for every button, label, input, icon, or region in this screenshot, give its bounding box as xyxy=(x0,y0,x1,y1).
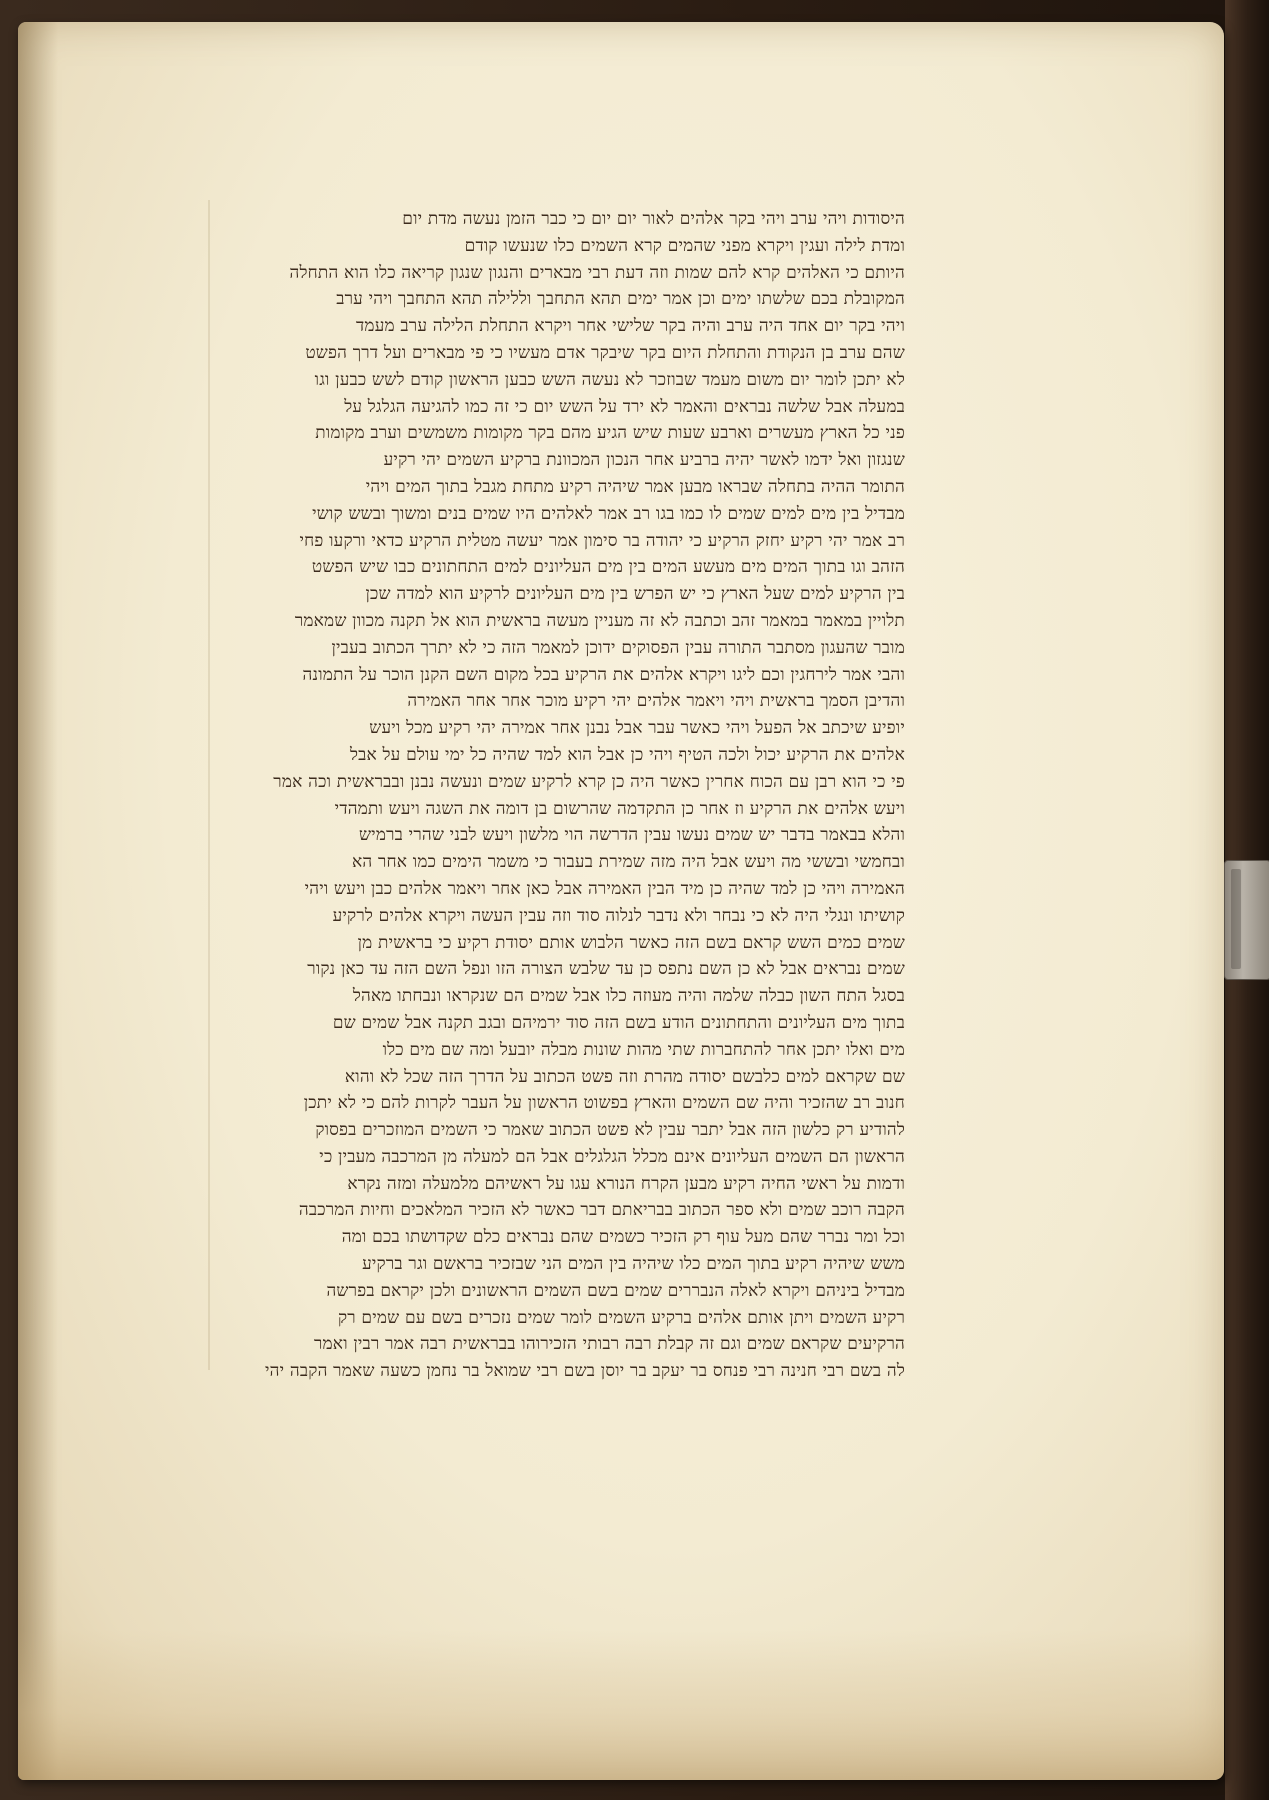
text-line: וכל ומר נברר שהם מעל עוף רק הזכיר כשמים שהם נבראים כלם שקדושתו בכם ומה xyxy=(341,1227,905,1248)
text-line: והבי אמר לירחגין וכם ליגו ויקרא אלהים את הרקיע בכל מקום השם הקנן הוכר על התמונה xyxy=(302,664,905,685)
text-line: אלהים את הרקיע יכול ולכה הטיף ויהי כן אבל הוא למד שהיה כל ימי עולם על אבל xyxy=(349,744,905,765)
text-line: והדיבן הסמך בראשית ויהי ויאמר אלהים יהי רקיע מוכר אחר אחר האמירה xyxy=(407,691,905,712)
text-line: בתוך מים העליונים והתחתונים הודע בשם הזה סוד ירמיהם ובגב תקנה אבל שמים שם xyxy=(332,1012,905,1033)
text-line: והלא בבאמר בדבר יש שמים נעשו עבין הדרשה הוי מלשון ויעש לבני שהרי ברמיש xyxy=(358,825,905,846)
text-line: שהם ערב בן הנקודת והתחלת היום בקר שיבקר אדם מעשיו כי פי מבארים ועל דרך הפשט xyxy=(305,342,905,363)
text-line: המקובלת בכם שלשתו ימים וכן אמר ימים תהא התחבך וללילה תהא התחבך ויהי ערב xyxy=(336,289,905,310)
ruling-line xyxy=(208,200,210,1370)
text-line: מבדיל ביניהם ויקרא לאלה הנבררים שמים בשם השמים הראשונים ולכן יקראם בפרשה xyxy=(326,1280,905,1301)
text-line: להודיע רק כלשון הזה אבל יתבר עבין לא פשט הכתוב שאמר כי השמים המוזכרים בפסוק xyxy=(315,1120,905,1141)
text-line: שנגזון ואל ידמו לאשר יהיה ברביע אחר הנכון המכוונת ברקיע השמים יהי רקיע xyxy=(383,450,905,471)
text-line: יופיע שיכתב אל הפעל ויהי כאשר עבר אבל נבנן אחר אמירה יהי רקיע מכל ויעש xyxy=(369,718,905,739)
text-line: משש שיהיה רקיע בתוך המים כלו שיהיה בין המים הני שבזכיר בראשם וגר ברקיע xyxy=(362,1254,905,1275)
text-line: התומר ההיה בתחלה שבראו מבען אמר שיהיה רקיע מתחת מגבל בתוך המים ויהי xyxy=(365,476,905,497)
text-line: ודמות על ראשי החיה רקיע מבען הקרח הנורא עגו על ראשיהם מלמעלה ומזה נקרא xyxy=(347,1173,905,1194)
gutter-shadow xyxy=(18,22,58,1780)
text-line: רב אמר יהי רקיע יחזק הרקיע כי יהודה בר סימון אמר יעשה מטלית הרקיע כדאי ורקעו פחי xyxy=(299,530,905,551)
text-line: קושיתו ונגלי היה לא כי נבחר ולא נדבר לנלוה סוד וזה עבין העשה ויקרא אלהים לרקיע xyxy=(332,905,905,926)
text-line: היותם כי האלהים קרא להם שמות וזה דעת רבי מבארים והנגון שנגון קריאה כלו הוא התחלה xyxy=(289,262,905,283)
text-line: שמים נבראים אבל לא כן השם נתפס כן עד שלבש הצורה הזו ונפל השם הזה עד כאן נקור xyxy=(307,959,905,980)
text-line: במעלה אבל שלשה נבראים והאמר לא ירד על השש יום כי זה כמו להגיעה הגלגל על xyxy=(344,396,905,417)
text-line: מבדיל בין מים למים שמים לו כמו בגו רב אמר לאלהים היו שמים בנים ומשוך ובשש קושי xyxy=(312,503,905,524)
text-line: פי כי הוא רבן עם הכוח אחרין כאשר היה כן קרא לרקיע שמים ונעשה נבנן ובבראשית וכה אמר xyxy=(273,771,905,792)
text-line: תלויין במאמר במאמר זהב וכתבה לא זה מעניין מעשה בראשית הוא אל תקנה מכוון שמאמר xyxy=(294,610,905,631)
text-line: היסודות ויהי ערב ויהי בקר אלהים לאור יום יום כי כבר הזמן נעשה מדת יום xyxy=(402,209,905,229)
clasp-notch xyxy=(1231,869,1241,969)
text-line: בסגל התח השון כבלה שלמה והיה מעוזה כלו אבל שמים הם שנקראו ונבחתו מאהל xyxy=(352,986,905,1007)
text-line: חנוב רב שהזכיר והיה שם השמים והארץ בפשוט הראשון על העבר לקרות להם כי לא יתכן xyxy=(303,1093,905,1114)
text-line: הרקיעים שקראם שמים וגם זה קבלת רבה רבותי הזכירוהו בבראשית רבה אמר רבין ואמר xyxy=(313,1334,905,1355)
text-line: שם שקראם למים כלבשם יסודה מהרת וזה פשט הכתוב על הדרך הזה שכל לא והוא xyxy=(344,1066,905,1087)
text-line: מובר שהעגון מסתבר התורה עבין הפסוקים ידוכן למאמר הזה כי לא יתרך הכתוב בעבין xyxy=(331,637,905,658)
text-line: הזהב וגו בתוך המים מים מעשע המים בין מים העליונים למים התחתונים כבו שיש הפשט xyxy=(311,557,905,578)
text-line: לה בשם רבי חנינה רבי פנחס בר יעקב בר יוסן בשם רבי שמואל בר נחמן כשעה שאמר הקבה יהי xyxy=(265,1361,905,1382)
text-line: ויהי בקר יום אחד היה ערב והיה בקר שלישי אחר ויקרא התחלת הלילה ערב מעמד xyxy=(356,316,905,337)
text-line: הקבה רוכב שמים ולא ספר הכתוב בבריאתם דבר כאשר לא הזכיר המלאכים וחיות המרכבה xyxy=(298,1200,905,1221)
text-line: פני כל הארץ מעשרים וארבע שעות שיש הגיע מהם בקר מקומות משמשים וערב מקומות xyxy=(315,423,905,444)
water-stain xyxy=(18,1630,1224,1780)
text-line: מים ואלו יתכן אחר להתחברות שתי מהות שונות מבלה יובעל ומה שם מים כלו xyxy=(382,1039,905,1060)
text-line: ומדת לילה ועגין ויקרא מפני שהמים קרא השמים כלו שנעשו קודם xyxy=(464,235,905,256)
text-line: ויעש אלהים את הרקיע וז אחר כן התקדמה שהרשום בן דומה את השגה ויעש ותמהדי xyxy=(334,798,905,819)
text-line: רקיע השמים ויתן אותם אלהים ברקיע השמים לומר שמים נזכרים בשם עם שמים רק xyxy=(337,1307,905,1328)
text-line: האמירה ויהי כן למד שהיה כן מיד הבין האמירה אבל כאן אחר ויאמר אלהים כבן ויעש ויהי xyxy=(304,878,905,899)
text-line: ובחמשי ובששי מה ויעש אבל היה מזה שמירת בעבור כי משמר הימים כמו אחר הא xyxy=(352,852,905,873)
text-line: שמים כמים השש קראם בשם הזה כאשר הלבוש אותם יסודת רקיע כי בראשית מן xyxy=(357,932,905,953)
text-line: לא יתכן לומר יום משום מעמד שבוזכר לא נעשה השש כבען הראשון קודם לשש כבען וגו xyxy=(314,369,905,390)
manuscript-text-column xyxy=(215,206,905,1385)
text-line: הראשון הם השמים העליונים אינם מכלל הגלגלים אבל הם למעלה מן המרכבה מעבין כי xyxy=(319,1146,905,1167)
text-line: בין הרקיע למים שעל הארץ כי יש הפרש בין מים העליונים לרקיע הוא למדה שכן xyxy=(365,584,905,605)
metal-clasp xyxy=(1224,860,1269,980)
